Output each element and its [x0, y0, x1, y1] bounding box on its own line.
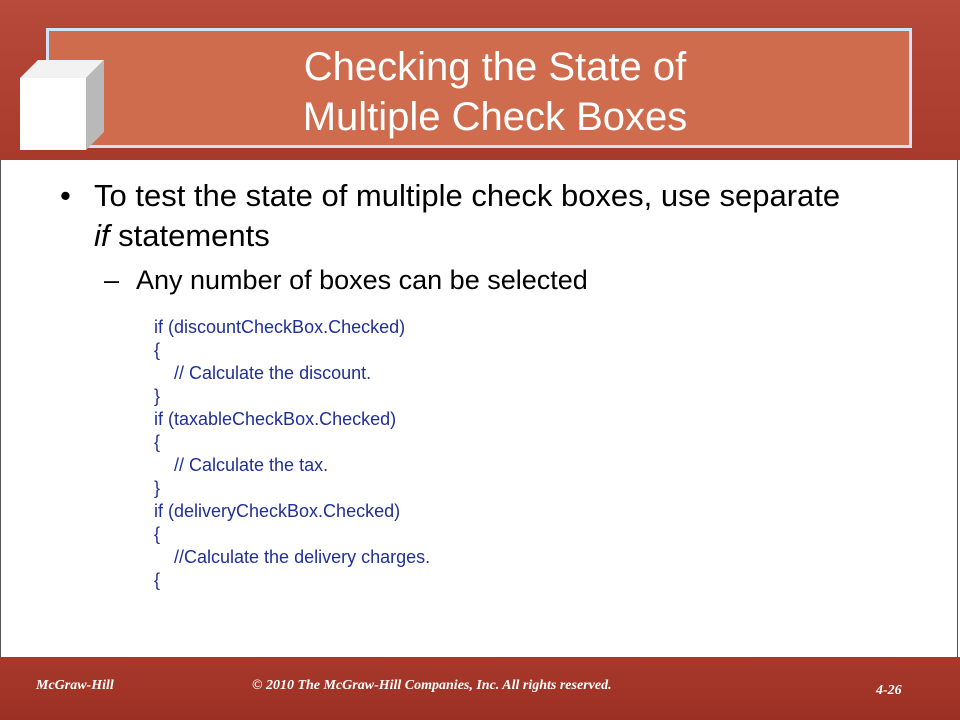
code-line: // Calculate the tax. — [154, 455, 329, 475]
code-line: // Calculate the discount. — [154, 363, 372, 383]
code-line: if (discountCheckBox.Checked) — [154, 317, 406, 337]
sub-bullet-text: Any number of boxes can be selected — [136, 265, 588, 295]
slide-title-line-2: Multiple Check Boxes — [302, 95, 688, 139]
code-line: { — [154, 432, 161, 452]
bullet-text-italic: if — [94, 218, 110, 253]
footer-publisher: McGraw-Hill — [36, 678, 114, 693]
code-line: { — [154, 340, 161, 360]
bullet-text-end: statements — [109, 218, 270, 253]
slide-title-line-1: Checking the State of — [303, 45, 687, 89]
slide-title — [150, 42, 840, 142]
code-line: { — [154, 524, 161, 544]
code-line: } — [154, 386, 161, 406]
footer-page-number: 4-26 — [876, 683, 902, 698]
code-line: //Calculate the delivery charges. — [154, 547, 431, 567]
code-line: if (taxableCheckBox.Checked) — [154, 409, 397, 429]
bullet-text — [94, 176, 864, 256]
code-line: if (deliveryCheckBox.Checked) — [154, 501, 401, 521]
code-line: } — [154, 478, 161, 498]
cube-icon — [20, 60, 110, 150]
footer-copyright: © 2010 The McGraw-Hill Companies, Inc. All rights reserved. — [252, 678, 612, 693]
code-line: { — [154, 570, 161, 590]
sub-bullet-marker: – — [104, 265, 120, 295]
code-block — [154, 316, 714, 592]
bullet-marker: • — [60, 178, 71, 213]
footer-band — [0, 657, 960, 720]
bullet-text-start: To test the state of multiple check boxes, use separate — [94, 178, 841, 213]
